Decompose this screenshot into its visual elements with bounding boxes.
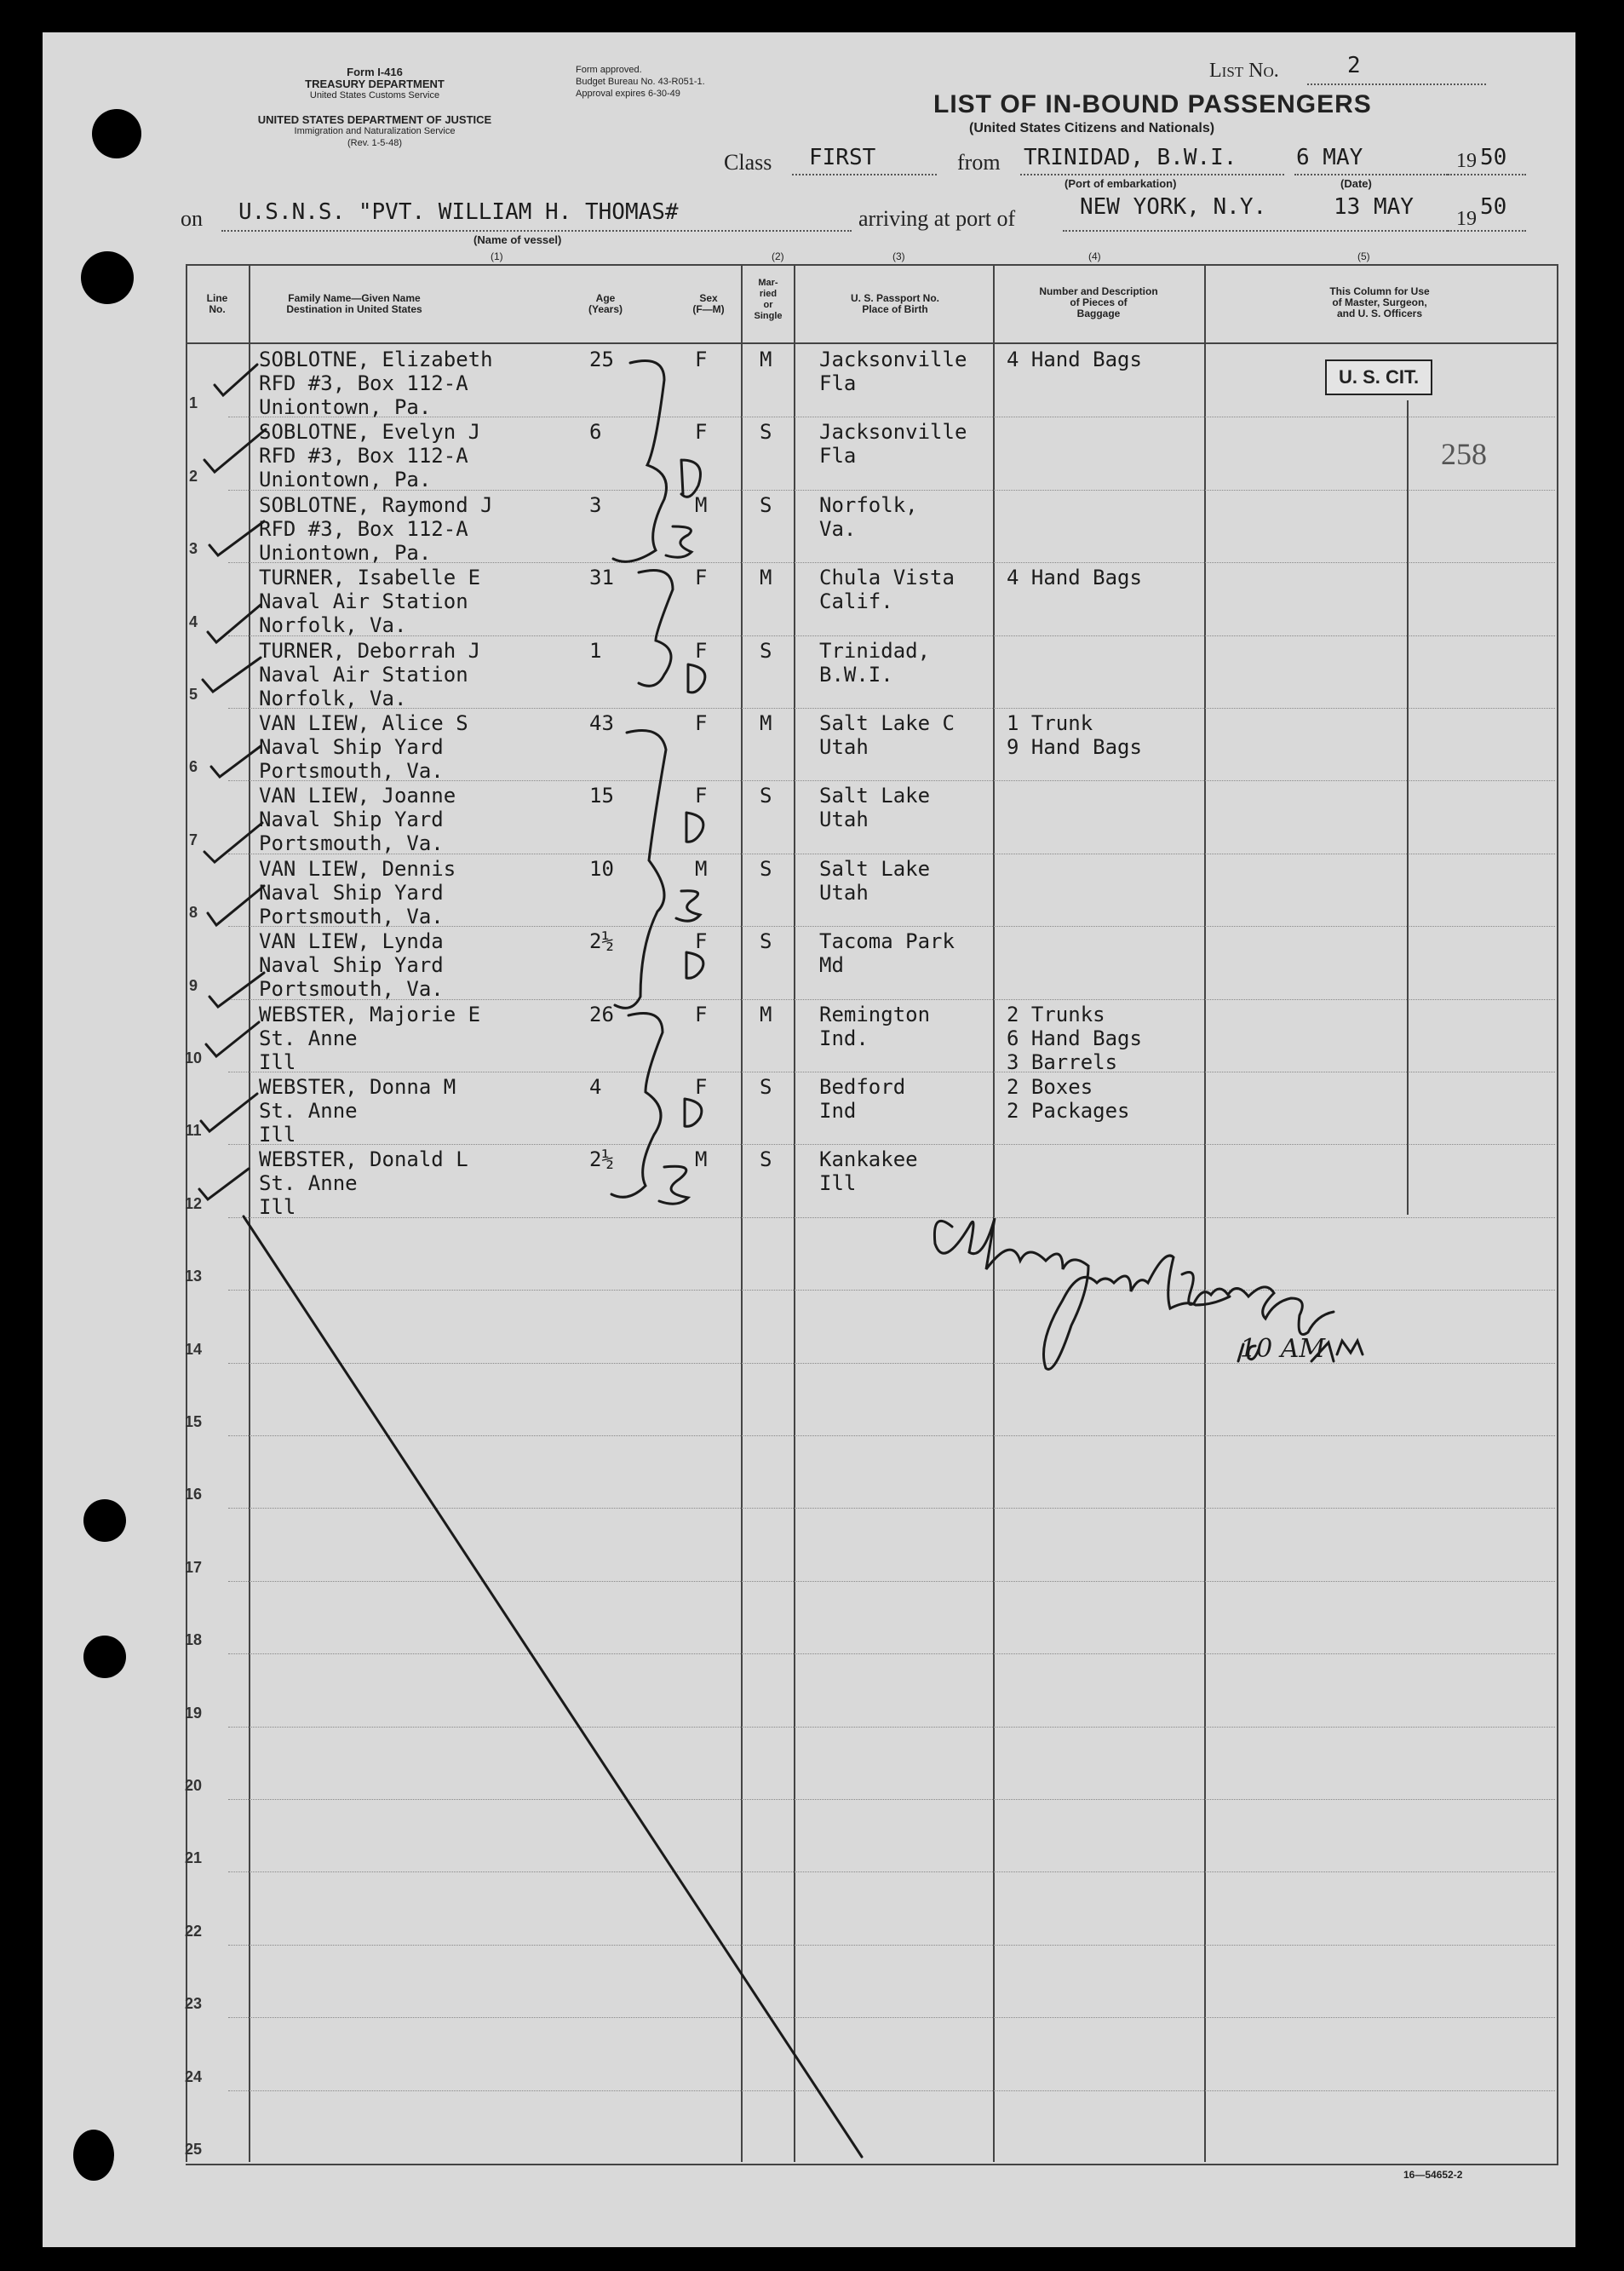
line-number: 22	[184, 1923, 203, 1940]
passenger-destination: Ill	[259, 1050, 296, 1074]
passenger-age: 10	[589, 857, 614, 881]
passenger-name: VAN LIEW, Dennis	[259, 857, 456, 881]
line-number: 10	[184, 1049, 203, 1067]
place-of-birth: Trinidad,	[819, 639, 931, 663]
passenger-destination: Naval Ship Yard	[259, 953, 444, 977]
passenger-destination: St. Anne	[259, 1171, 358, 1195]
passenger-name: WEBSTER, Majorie E	[259, 1003, 481, 1026]
line-number: 17	[184, 1559, 203, 1576]
passenger-destination: Naval Air Station	[259, 663, 468, 687]
passenger-marital: M	[760, 1003, 772, 1026]
passenger-name: SOBLOTNE, Raymond J	[259, 493, 493, 517]
time-note-text: 10 AM	[1240, 1334, 1326, 1364]
place-of-birth: Jacksonville	[819, 420, 967, 444]
passenger-destination: Naval Ship Yard	[259, 735, 444, 759]
passenger-destination: Naval Ship Yard	[259, 808, 444, 831]
inspector-title-text	[1184, 1266, 1369, 1305]
page-subtitle: (United States Citizens and Nationals)	[969, 121, 1215, 135]
passenger-sex: F	[695, 711, 708, 735]
passenger-destination: Uniontown, Pa.	[259, 468, 432, 492]
passenger-sex: F	[695, 1075, 708, 1099]
place-of-birth: Calif.	[819, 589, 893, 613]
header-name: Family Name—Given Name Destination in United States	[286, 292, 422, 315]
place-of-birth: Salt Lake C	[819, 711, 955, 735]
passenger-age: 3	[589, 493, 602, 517]
baggage-item: 4 Hand Bags	[1007, 348, 1142, 371]
passenger-destination: Uniontown, Pa.	[259, 541, 432, 565]
passenger-destination: Naval Air Station	[259, 589, 468, 613]
passenger-name: TURNER, Deborrah J	[259, 639, 481, 663]
from-label: from	[957, 150, 1001, 175]
place-of-birth: Norfolk,	[819, 493, 918, 517]
line-number: 20	[184, 1777, 203, 1794]
header-officers: This Column for Use of Master, Surgeon, and U. S. Officers	[1329, 285, 1430, 319]
place-of-birth: Jacksonville	[819, 348, 967, 371]
place-of-birth: Salt Lake	[819, 857, 931, 881]
place-of-birth: Utah	[819, 808, 869, 831]
passenger-age: 15	[589, 784, 614, 808]
line-number: 7	[188, 831, 198, 848]
passenger-destination: RFD #3, Box 112-A	[259, 517, 468, 541]
passenger-destination: Portsmouth, Va.	[259, 905, 444, 929]
passenger-sex: F	[695, 348, 708, 371]
arrival-year-value: 50	[1480, 194, 1507, 220]
header-age: Age (Years)	[588, 292, 623, 315]
place-of-birth: B.W.I.	[819, 663, 893, 687]
line-number: 12	[184, 1195, 203, 1212]
embark-port-value: TRINIDAD, B.W.I.	[1024, 145, 1237, 170]
vessel-caption-no: (1)	[491, 250, 503, 262]
passenger-destination: Portsmouth, Va.	[259, 759, 444, 783]
passenger-destination: Norfolk, Va.	[259, 613, 407, 637]
passenger-marital: S	[760, 639, 772, 663]
baggage-item: 6 Hand Bags	[1007, 1026, 1142, 1050]
customs-label: United States Customs Service	[309, 90, 440, 101]
place-of-birth: Chula Vista	[819, 566, 955, 589]
place-of-birth: Tacoma Park	[819, 929, 955, 953]
header-sex: Sex (F—M)	[692, 292, 725, 315]
header-passport: U. S. Passport No. Place of Birth	[850, 292, 940, 315]
passenger-age: 2½	[589, 1147, 614, 1171]
arrival-date-value: 13 MAY	[1334, 194, 1414, 220]
line-number: 3	[188, 540, 198, 557]
line-number: 1	[188, 394, 198, 411]
approval-expires: Approval expires 6-30-49	[576, 89, 680, 99]
form-approved: Form approved.	[576, 65, 642, 75]
line-number: 14	[184, 1341, 203, 1358]
passenger-destination: Naval Ship Yard	[259, 881, 444, 905]
passenger-destination: Ill	[259, 1123, 296, 1147]
letter-d-mark	[686, 813, 703, 842]
place-of-birth: Ill	[819, 1171, 857, 1195]
passenger-name: SOBLOTNE, Elizabeth	[259, 348, 493, 371]
place-of-birth: Bedford	[819, 1075, 906, 1099]
place-of-birth: Ind.	[819, 1026, 869, 1050]
class-value: FIRST	[809, 145, 876, 170]
arriving-label: arriving at port of	[858, 206, 1016, 231]
date-caption: (Date)	[1340, 177, 1372, 190]
passenger-name: WEBSTER, Donald L	[259, 1147, 468, 1171]
passenger-name: VAN LIEW, Joanne	[259, 784, 456, 808]
place-of-birth: Ind	[819, 1099, 857, 1123]
justice-label: UNITED STATES DEPARTMENT OF JUSTICE	[257, 113, 492, 126]
passenger-name: SOBLOTNE, Evelyn J	[259, 420, 481, 444]
vessel-value: U.S.N.S. "PVT. WILLIAM H. THOMAS#	[238, 199, 679, 225]
passenger-name: VAN LIEW, Lynda	[259, 929, 444, 953]
letter-s-mark	[659, 1166, 688, 1204]
line-number: 11	[185, 1122, 202, 1139]
place-of-birth: Utah	[819, 735, 869, 759]
place-of-birth: Fla	[819, 371, 857, 395]
letter-s-mark	[676, 891, 700, 921]
passenger-destination: Uniontown, Pa.	[259, 395, 432, 419]
baggage-item: 2 Trunks	[1007, 1003, 1105, 1026]
bracket-mark	[615, 731, 666, 1009]
passenger-name: WEBSTER, Donna M	[259, 1075, 456, 1099]
col-num-4: (4)	[1088, 250, 1101, 262]
passenger-destination: St. Anne	[259, 1026, 358, 1050]
baggage-item: 2 Boxes	[1007, 1075, 1093, 1099]
line-number: 9	[188, 977, 198, 994]
col-num-5: (5)	[1357, 250, 1370, 262]
baggage-item: 1 Trunk	[1007, 711, 1093, 735]
passenger-destination: Portsmouth, Va.	[259, 831, 444, 855]
passenger-sex: M	[695, 493, 708, 517]
passenger-sex: F	[695, 929, 708, 953]
stamp-number: 258	[1441, 437, 1487, 471]
line-number: 16	[184, 1486, 203, 1503]
on-label: on	[181, 206, 203, 231]
header-line-no: Line No.	[206, 292, 228, 315]
passenger-age: 1	[589, 639, 602, 663]
baggage-item: 9 Hand Bags	[1007, 735, 1142, 759]
passenger-marital: M	[760, 711, 772, 735]
line-number: 23	[184, 1995, 203, 2012]
passenger-destination: RFD #3, Box 112-A	[259, 371, 468, 395]
embark-year-prefix: 19	[1456, 150, 1477, 172]
passenger-marital: M	[760, 348, 772, 371]
bracket-mark	[639, 571, 673, 687]
arrival-year-prefix: 19	[1456, 208, 1477, 230]
embark-year-value: 50	[1480, 145, 1507, 170]
place-of-birth: Fla	[819, 444, 857, 468]
passenger-marital: M	[760, 566, 772, 589]
passenger-marital: S	[760, 1075, 772, 1099]
letter-d-mark	[685, 1099, 702, 1126]
passenger-name: TURNER, Isabelle E	[259, 566, 481, 589]
line-number: 24	[184, 2068, 203, 2085]
letter-s-mark	[666, 526, 691, 557]
line-number: 8	[188, 904, 198, 921]
place-of-birth: Kankakee	[819, 1147, 918, 1171]
passenger-destination: RFD #3, Box 112-A	[259, 444, 468, 468]
treasury-label: TREASURY DEPARTMENT	[305, 78, 445, 90]
arrival-port-value: NEW YORK, N.Y.	[1080, 194, 1267, 220]
place-of-birth: Remington	[819, 1003, 931, 1026]
passenger-age: 25	[589, 348, 614, 371]
cancel-diagonal-line	[244, 1216, 862, 2157]
baggage-item: 3 Barrels	[1007, 1050, 1118, 1074]
passenger-sex: F	[695, 784, 708, 808]
place-of-birth: Utah	[819, 881, 869, 905]
budget-bureau: Budget Bureau No. 43-R051-1.	[576, 77, 705, 87]
bracket-mark	[613, 361, 667, 562]
baggage-item: 4 Hand Bags	[1007, 566, 1142, 589]
line-number: 21	[184, 1849, 203, 1866]
col-num-3: (3)	[892, 250, 905, 262]
passenger-destination: Ill	[259, 1195, 296, 1219]
line-number: 2	[188, 468, 198, 485]
passenger-age: 31	[589, 566, 614, 589]
passenger-destination: St. Anne	[259, 1099, 358, 1123]
passenger-marital: S	[760, 857, 772, 881]
passenger-marital: S	[760, 1147, 772, 1171]
list-no-value: 2	[1347, 53, 1361, 78]
passenger-sex: M	[695, 1147, 708, 1171]
passenger-sex: M	[695, 857, 708, 881]
page-title: LIST OF IN-BOUND PASSENGERS	[933, 90, 1372, 118]
header-baggage: Number and Description of Pieces of Baggage	[1039, 285, 1158, 319]
line-number: 19	[184, 1705, 203, 1722]
passenger-age: 26	[589, 1003, 614, 1026]
letter-d-mark	[686, 952, 703, 978]
line-number: 18	[184, 1631, 203, 1648]
place-of-birth: Md	[819, 953, 844, 977]
citizen-stamp: U. S. CIT.	[1325, 359, 1432, 395]
passenger-marital: S	[760, 493, 772, 517]
line-number: 5	[188, 686, 198, 703]
letter-d-mark	[688, 664, 705, 693]
line-number: 6	[188, 758, 198, 775]
check-mark-icon	[199, 365, 266, 1199]
bracket-mark	[611, 1014, 663, 1198]
passenger-marital: S	[760, 929, 772, 953]
list-no-label: List No.	[1209, 60, 1279, 82]
letter-d-mark	[681, 460, 701, 497]
passenger-age: 43	[589, 711, 614, 735]
passenger-destination: Norfolk, Va.	[259, 687, 407, 710]
embark-date-value: 6 MAY	[1296, 145, 1363, 170]
baggage-item: 2 Packages	[1007, 1099, 1130, 1123]
place-of-birth: Salt Lake	[819, 784, 931, 808]
passenger-sex: F	[695, 420, 708, 444]
line-number: 4	[188, 613, 198, 630]
form-number: Form I-416	[347, 66, 403, 78]
passenger-marital: S	[760, 420, 772, 444]
vessel-caption: (Name of vessel)	[473, 233, 562, 246]
passenger-age: 4	[589, 1075, 602, 1099]
passenger-sex: F	[695, 566, 708, 589]
line-number: 13	[184, 1268, 203, 1285]
passenger-age: 6	[589, 420, 602, 444]
line-number: 15	[184, 1413, 203, 1430]
revision-label: (Rev. 1-5-48)	[347, 138, 402, 148]
embark-port-caption: (Port of embarkation)	[1064, 177, 1177, 190]
place-of-birth: Va.	[819, 517, 857, 541]
passenger-destination: Portsmouth, Va.	[259, 977, 444, 1001]
header-married: Mar- ried or Single	[754, 278, 783, 321]
class-label: Class	[724, 150, 772, 175]
signature-text	[962, 1220, 1285, 1266]
passenger-sex: F	[695, 639, 708, 663]
col-num-2: (2)	[772, 250, 784, 262]
ins-label: Immigration and Naturalization Service	[294, 126, 456, 136]
passenger-marital: S	[760, 784, 772, 808]
passenger-name: VAN LIEW, Alice S	[259, 711, 468, 735]
footer-code: 16—54652-2	[1403, 2169, 1463, 2181]
passenger-age: 2½	[589, 929, 614, 953]
passenger-sex: F	[695, 1003, 708, 1026]
line-number: 25	[184, 2141, 203, 2158]
